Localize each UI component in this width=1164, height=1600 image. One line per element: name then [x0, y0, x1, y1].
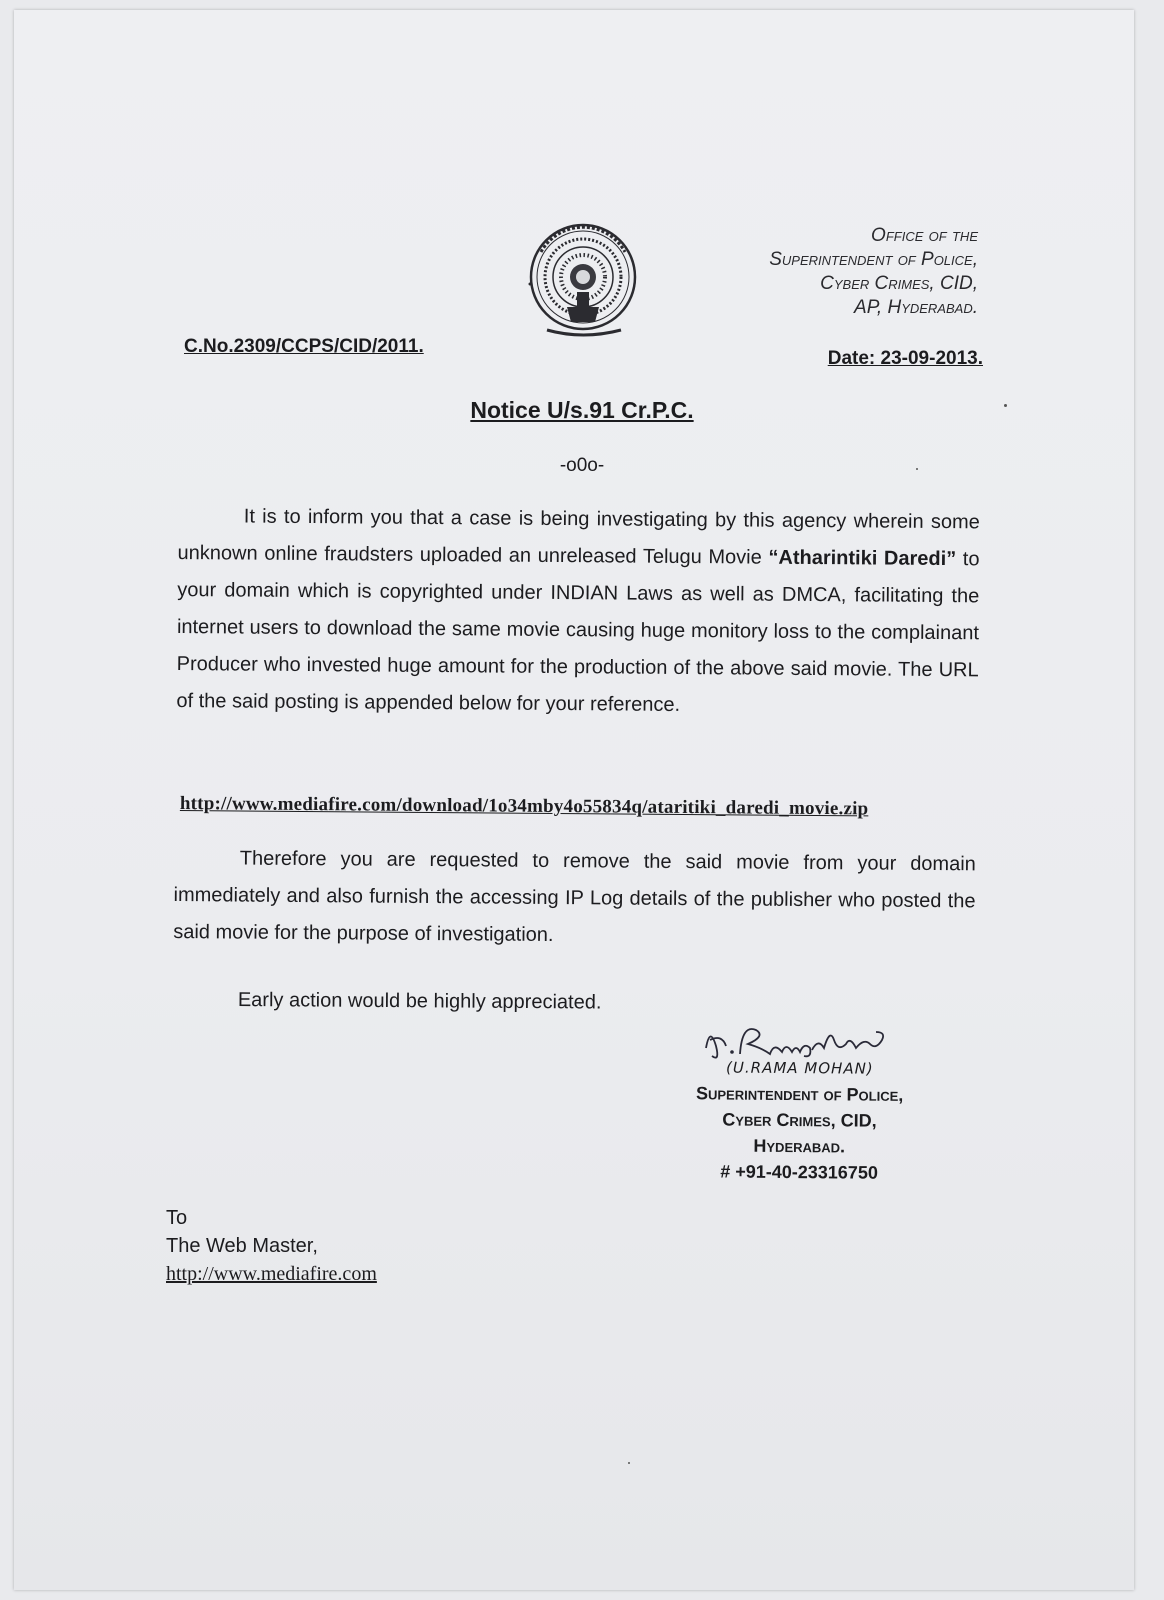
recipient-link[interactable]: http://www.mediafire.com: [166, 1263, 377, 1285]
scan-speck: [916, 468, 918, 470]
office-line: Cyber Crimes, CID,: [820, 273, 978, 294]
case-number: C.No.2309/CCPS/CID/2011.: [184, 336, 424, 357]
signer-name: (U.RAMA MOHAN): [726, 1058, 874, 1078]
recipient-to: To: [166, 1207, 188, 1229]
recipient-name: The Web Master,: [166, 1235, 318, 1257]
recipient-block: [166, 1204, 377, 1288]
office-line: Office of the: [871, 225, 978, 246]
page-title: Notice U/s.91 Cr.P.C.: [470, 397, 694, 423]
scan-speck: [1004, 404, 1007, 407]
state-emblem-seal-icon: [527, 222, 645, 344]
signer-title: Superintendent of Police,: [695, 1083, 904, 1105]
signer-phone: # +91-40-23316750: [720, 1161, 878, 1183]
signer-block: [659, 1054, 940, 1186]
signer-title: Cyber Crimes, CID,: [722, 1109, 877, 1131]
body-paragraph-3: Early action would be highly appreciated.: [237, 988, 602, 1014]
body-paragraph-2: [173, 840, 976, 957]
office-address: [769, 224, 978, 320]
paragraph-text: to your domain which is copyrighted under INDIAN Laws as well as DMCA, facilitating the internet users to download the same movie causing huge monitory loss to the complainant Producer who invested huge amount for the production of the above said movie. The URL of the said posting is appended below for your reference.: [176, 548, 980, 716]
body-paragraph-1: [176, 498, 980, 726]
notice-date: Date: 23-09-2013.: [827, 348, 983, 369]
office-line: AP, Hyderabad.: [854, 297, 978, 318]
paragraph-text: It is to inform you that a case is being investigating by this agency wherein some unknown online fraudsters uploaded an unreleased Telugu Movie: [177, 505, 980, 569]
separator: -o0o-: [559, 455, 605, 476]
office-line: Superintendent of Police,: [769, 249, 978, 270]
signer-title: Hyderabad.: [753, 1135, 846, 1157]
scan-speck: [628, 1462, 630, 1464]
movie-name: “Atharintiki Daredi”: [768, 546, 957, 571]
infringing-url-link[interactable]: http://www.mediafire.com/download/1o34mby4o55834q/ataritiki_daredi_movie.zip: [179, 793, 869, 820]
paragraph-text: Therefore you are requested to remove the said movie from your domain immediately and also furnish the accessing IP Log details of the publisher who posted the said movie for the purpose of investigation.: [173, 847, 976, 946]
